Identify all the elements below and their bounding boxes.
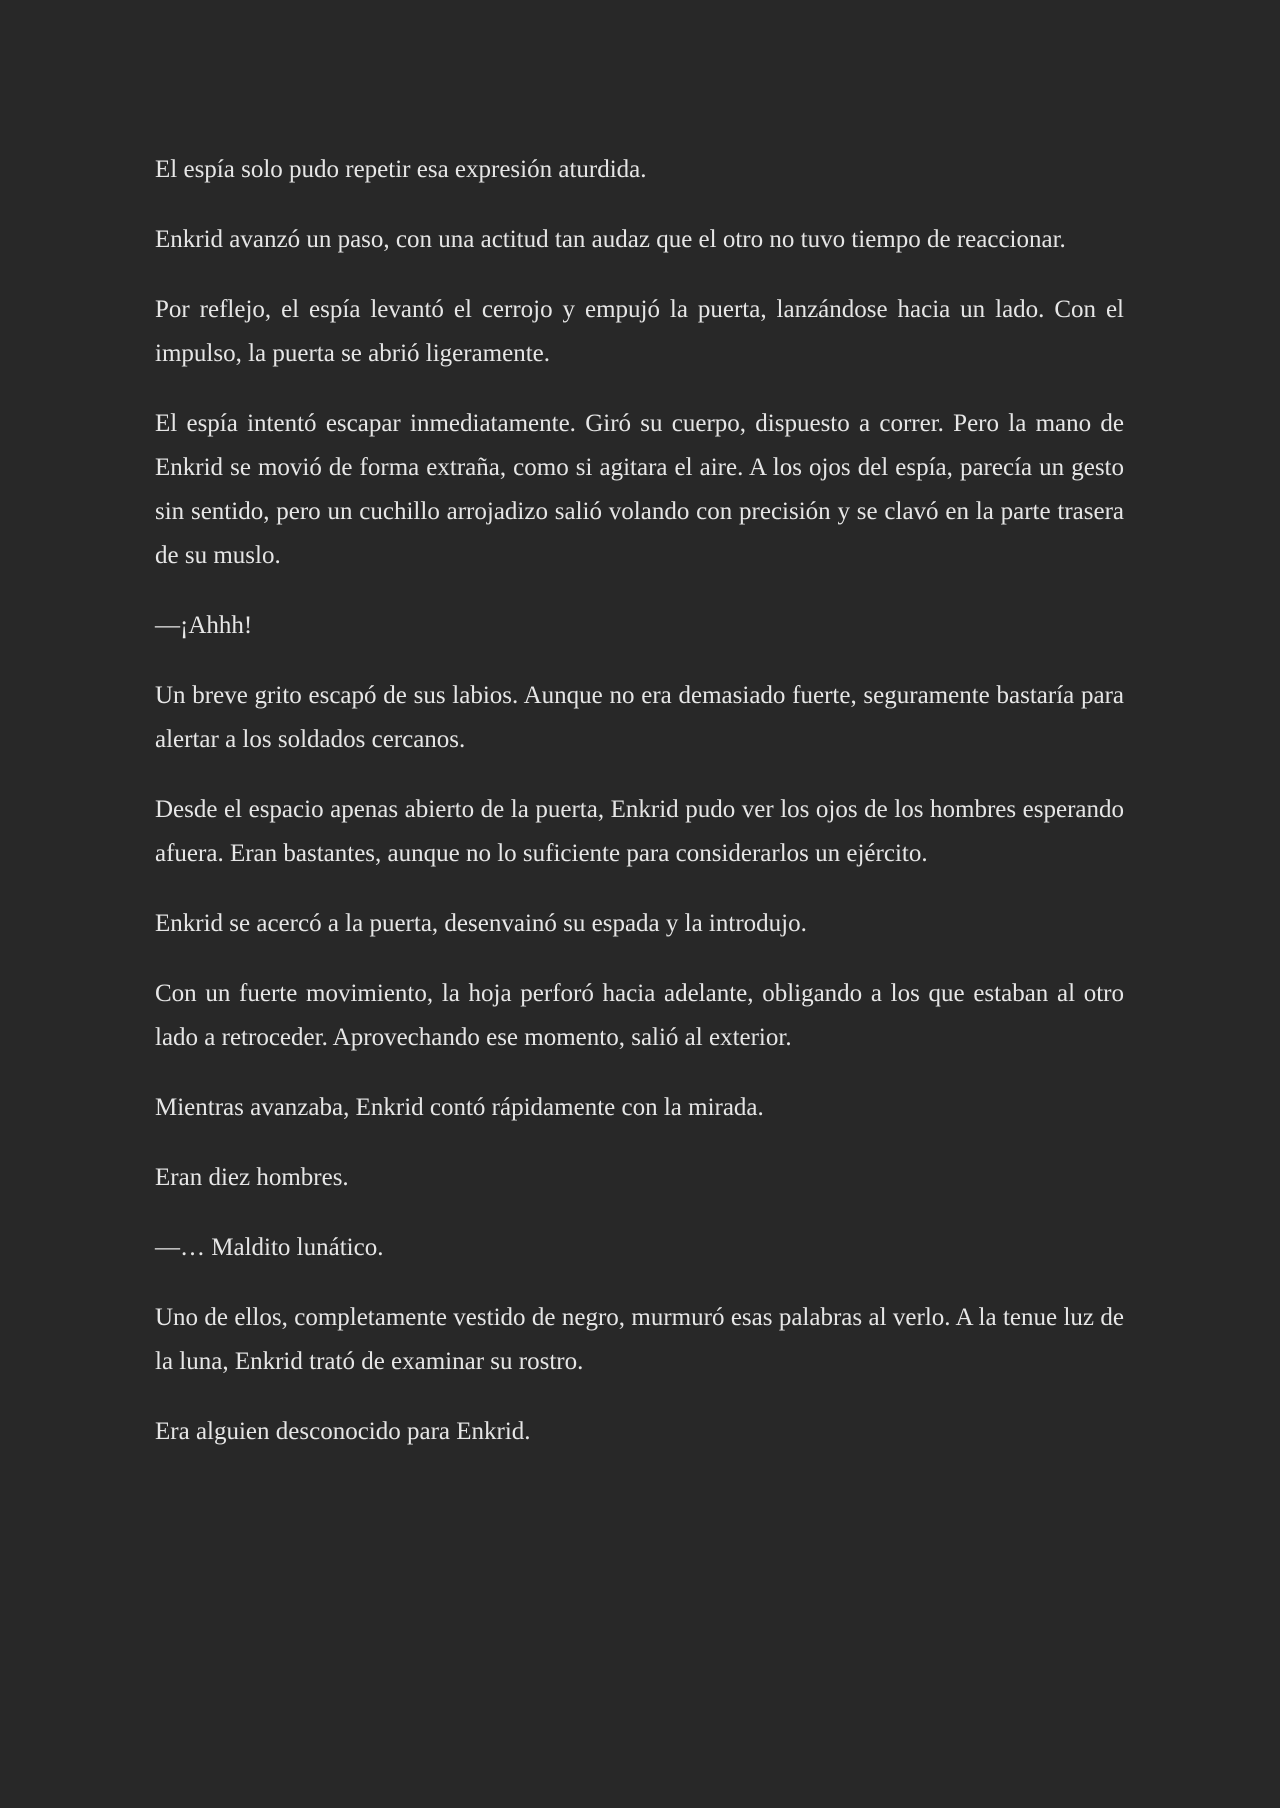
paragraph: Por reflejo, el espía levantó el cerrojo y empujó la puerta, lanzándose hacia un lado. Con el impulso, la puerta se abrió ligeramente. (155, 296, 1124, 367)
paragraph: —… Maldito lunático. (155, 1234, 384, 1261)
paragraph: Mientras avanzaba, Enkrid contó rápidamente con la mirada. (155, 1094, 764, 1121)
paragraph: Un breve grito escapó de sus labios. Aunque no era demasiado fuerte, seguramente bastaría para alertar a los soldados cercanos. (155, 682, 1124, 753)
paragraph: Enkrid avanzó un paso, con una actitud tan audaz que el otro no tuvo tiempo de reaccionar. (155, 226, 1066, 253)
reader-content (155, 148, 1124, 1480)
paragraph: El espía solo pudo repetir esa expresión aturdida. (155, 156, 647, 183)
paragraph: Enkrid se acercó a la puerta, desenvainó su espada y la introdujo. (155, 910, 807, 937)
paragraph: —¡Ahhh! (155, 612, 253, 639)
paragraph: Desde el espacio apenas abierto de la puerta, Enkrid pudo ver los ojos de los hombres esperando afuera. Eran bastantes, aunque no lo suficiente para considerarlos un ejército. (155, 796, 1124, 867)
paragraph: Era alguien desconocido para Enkrid. (155, 1418, 531, 1445)
paragraph: El espía intentó escapar inmediatamente. Giró su cuerpo, dispuesto a correr. Pero la mano de Enkrid se movió de forma extraña, como si agitara el aire. A los ojos del espía, parecía un gesto sin sentido, pero un cuchillo arrojadizo salió volando con precisión y se clavó en la parte trasera de su muslo. (155, 410, 1124, 569)
paragraph: Con un fuerte movimiento, la hoja perforó hacia adelante, obligando a los que estaban al otro lado a retroceder. Aprovechando ese momento, salió al exterior. (155, 980, 1124, 1051)
paragraph: Uno de ellos, completamente vestido de negro, murmuró esas palabras al verlo. A la tenue luz de la luna, Enkrid trató de examinar su rostro. (155, 1304, 1124, 1375)
paragraph: Eran diez hombres. (155, 1164, 349, 1191)
